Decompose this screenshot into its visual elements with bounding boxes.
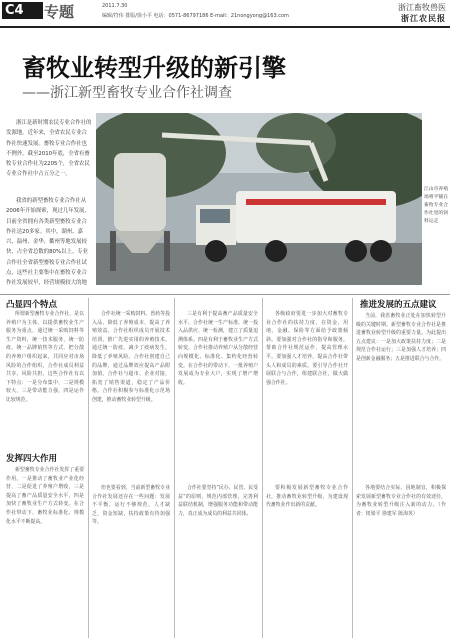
feed-truck-illustration bbox=[96, 113, 422, 285]
paper-logo: 浙江农民报 bbox=[401, 13, 446, 23]
body-column-1b: 新型畜牧专业合作社发挥了重要作用。一是推动了畜牧业产业化经营，二是促进了养殖户增收，三是提高了畜产品质量安全水平，四是加快了畜牧业生产方式转变。在合作社带动下，畜牧业标准化、规模化水平不断提高。 bbox=[6, 467, 84, 525]
column-rule-2 bbox=[174, 298, 175, 638]
photo-caption: 江山市养殖场将平铺在畜牧专业合作社里的饲料运走 bbox=[424, 187, 448, 224]
kicker-four-features: 凸显四个特点 bbox=[6, 300, 58, 310]
body-divider bbox=[0, 294, 450, 295]
header-rule bbox=[0, 26, 450, 28]
editor-contact: 编辑/符伟 排版/徐小平 电话：0571-86797186 E-mail：21nongyong@163.com bbox=[102, 13, 289, 19]
column-rule-3 bbox=[262, 298, 263, 638]
column-rule-1 bbox=[88, 298, 89, 638]
body-column-1: 所谓新型畜牧专业合作社，是以养殖户为主体，以提供畜牧业生产服务为重点，通过统一采购饲料等生产资料，统一技术服务，统一防疫、统一品牌销售等方式，把分散的养殖户组织起来，共同应对市场风险的合作组织。合作社成员利益共享、风险共担。这些合作社有以下特点：一是分布集中，二是规模较大，三是带动能力强，四是运作比较规范。 bbox=[6, 311, 84, 403]
lead-paragraph-1: 浙江是新时期农民专业合作社的发源地。近年来，全省农民专业合作社快速发展。畜牧专业合作社也不例外。截至2010年底，全省有畜牧专业合作社为2205个，全省农民专业合作社中占五分之一。 bbox=[6, 120, 92, 178]
column-rule-4 bbox=[352, 298, 353, 638]
kicker-five-suggestions: 推进发展的五点建议 bbox=[360, 300, 437, 310]
headline: 畜牧业转型升级的新引擎 bbox=[22, 54, 286, 82]
section-code: C4 bbox=[2, 2, 43, 19]
lead-paragraph-2: 我省的新型畜牧专业合作社从2006年开始探索，现过几年发展，目前全省拥有各类新型畜牧专业合作社达20多家。其中，湖州、嘉兴、温州、金华、衢州等地发展较快，占全省总数的80%以上。专业合作社全省新型畜牧专业合作社试点，这些社主要集中在畜牧专业合作社发展较早，经营规模较大的地 bbox=[6, 198, 90, 287]
body-column-2: 合作社统一采购饲料、兽药等投入品，降低了养殖成本，提高了养殖效益。合作社组织成员开展技术培训，推广先进实用的养殖技术。通过统一防疫，减少了疫病发生，降低了养殖风险。合作社创建自己的品牌，通过品牌效应提高产品附加值。合作社与超市、企业对接，拓宽了销售渠道，稳定了产品价格。合作社积极参与标准化示范场创建，推动畜牧业转型升级。 bbox=[92, 311, 170, 403]
paper-name: 浙江畜牧兽医 bbox=[398, 3, 446, 12]
body-column-2b: 但也要看到，当前新型畜牧专业合作社发展还存在一些问题：发展不平衡，运行不够规范，人才缺乏，资金短缺，扶持政策有待加强等。 bbox=[92, 485, 170, 526]
kicker-four-roles: 发挥四大作用 bbox=[6, 454, 58, 464]
issue-date: 2011.7.30 bbox=[102, 3, 128, 9]
body-column-3b: 合作社要坚持“民办、民管、民受益”的原则，规范内部管理，完善利益联结机制，增强服务功能和带动能力，真正成为成员的利益共同体。 bbox=[178, 485, 258, 517]
body-column-4: 各级政府要进一步加大对畜牧专业合作社的扶持力度，在资金、用地、金融、保险等方面给予政策倾斜。要加强对合作社的指导和服务，帮助合作社规范运作，提高管理水平。要加强人才培养，提高合作社带头人和成员的素质。要引导合作社开展联合与合作，组建联合社，做大做强合作社。 bbox=[266, 311, 348, 386]
body-column-5b: 各地要结合实际，因地制宜，积极探索发展新型畜牧专业合作社的有效途径，为畜牧业转型升级注入新的动力。（作者：钮梁平 徐建军 陈海英） bbox=[356, 485, 446, 517]
page-header bbox=[0, 0, 450, 27]
subheadline: ——浙江新型畜牧专业合作社调查 bbox=[22, 85, 232, 101]
feed-truck-photo bbox=[96, 113, 422, 285]
section-name: 专题 bbox=[44, 3, 75, 21]
body-column-5: 当前，我省畜牧业正处在加快转型升级的关键时期。新型畜牧专业合作社是推进畜牧业转型升级的重要力量。为此提出五点建议：一是加大政策扶持力度；二是规范合作社运行；三是加强人才培养；四是创新金融服务；五是推进联合与合作。 bbox=[356, 313, 446, 362]
body-column-4b: 要积极发展新型畜牧专业合作社，推动畜牧业转型升级，为建设现代畜牧业作出新的贡献。 bbox=[266, 485, 348, 509]
body-column-3: 三是有利于提高畜产品质量安全水平。合作社统一生产标准、统一投入品供应、统一检测，建立了质量追溯体系。四是有利于畜牧业生产方式转变。合作社推动养殖户从分散经营向规模化、标准化、集约化经营转变。在合作社的带动下，一批养殖户发展成为专业大户，实现了增产增收。 bbox=[178, 311, 258, 386]
